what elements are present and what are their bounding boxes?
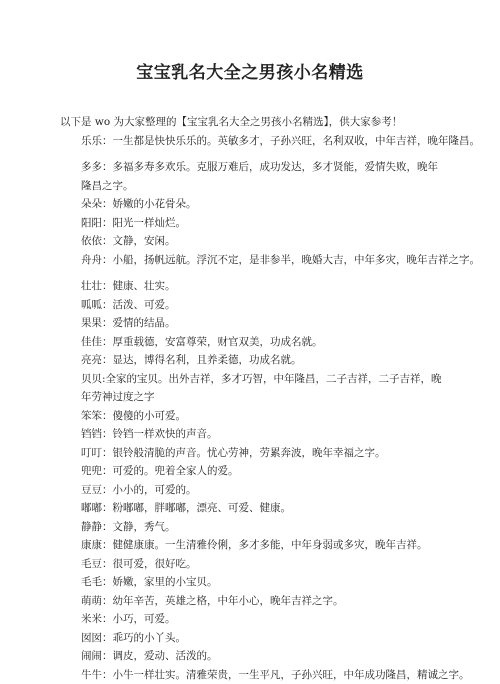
- list-item: 豆豆：小小的，可爱的。: [60, 481, 442, 500]
- document-body: [60, 113, 442, 684]
- list-item: 囡囡：乖巧的小丫头。: [60, 629, 442, 648]
- list-item: 壮壮：健康、壮实。: [60, 277, 442, 296]
- list-item: 叮叮：银铃般清脆的声音。忧心劳神，劳累奔波，晚年幸福之字。: [60, 444, 442, 463]
- list-item: 米米：小巧，可爱。: [60, 610, 442, 629]
- list-item: 毛豆：很可爱，很好吃。: [60, 555, 442, 574]
- list-item: 乐乐：一生都是快快乐乐的。英敏多才，子孙兴旺，名利双收，中年吉祥，晚年隆昌。: [60, 132, 442, 151]
- intro-paragraph: 以下是 wo 为大家整理的【宝宝乳名大全之男孩小名精选】，供大家参考！: [60, 113, 442, 132]
- list-item: 嘟嘟：粉嘟嘟，胖嘟嘟，漂亮、可爱、健康。: [60, 499, 442, 518]
- list-item: 闹闹：调皮，爱动、活泼的。: [60, 647, 442, 666]
- list-item: 贝贝:全家的宝贝。出外吉祥，多才巧智，中年隆昌，二子吉祥，二子吉祥，晚年劳神过度之字: [60, 370, 442, 407]
- list-item: 萌萌：幼年辛苦，英雄之格，中年小心，晚年吉祥之字。: [60, 592, 442, 611]
- list-item: 康康：健健康康。一生清雅伶俐，多才多能，中年身弱或多灾，晚年吉祥。: [60, 536, 442, 555]
- list-item: 依依：文静，安闲。: [60, 232, 442, 251]
- list-item: 阳阳：阳光一样灿烂。: [60, 214, 442, 233]
- paragraph-gap: [60, 269, 442, 277]
- list-item: 铛铛：铃铛一样欢快的声音。: [60, 425, 442, 444]
- list-item: 笨笨：傻傻的小可爱。: [60, 407, 442, 426]
- list-item: 朵朵：娇嫩的小花骨朵。: [60, 195, 442, 214]
- list-item: 牛牛：小牛一样壮实。清雅荣贵，一生平凡，子孙兴旺，中年成功隆昌，精诚之字。: [60, 666, 442, 684]
- list-item: 多多：多福多寿多欢乐。克服万难后，成功发达，多才贤能，爱情失败，晚年隆昌之字。: [60, 158, 442, 195]
- list-item: 佳佳：厚重载德，安富尊荣，财官双美，功成名就。: [60, 333, 442, 352]
- list-item: 静静：文静，秀气。: [60, 518, 442, 537]
- list-item: 舟舟：小船，扬帆远航。浮沉不定，是非参半，晚婚大吉，中年多灾，晚年吉祥之字。: [60, 251, 442, 270]
- paragraph-gap: [60, 150, 442, 158]
- list-item: 呱呱：活泼、可爱。: [60, 296, 442, 315]
- list-item: 毛毛：娇嫩，家里的小宝贝。: [60, 573, 442, 592]
- list-item: 亮亮：显达，博得名利，且养柔德，功成名就。: [60, 351, 442, 370]
- list-item: 果果：爱情的结晶。: [60, 314, 442, 333]
- document-title: 宝宝乳名大全之男孩小名精选: [0, 58, 500, 83]
- list-item: 兜兜：可爱的。兜着全家人的爱。: [60, 462, 442, 481]
